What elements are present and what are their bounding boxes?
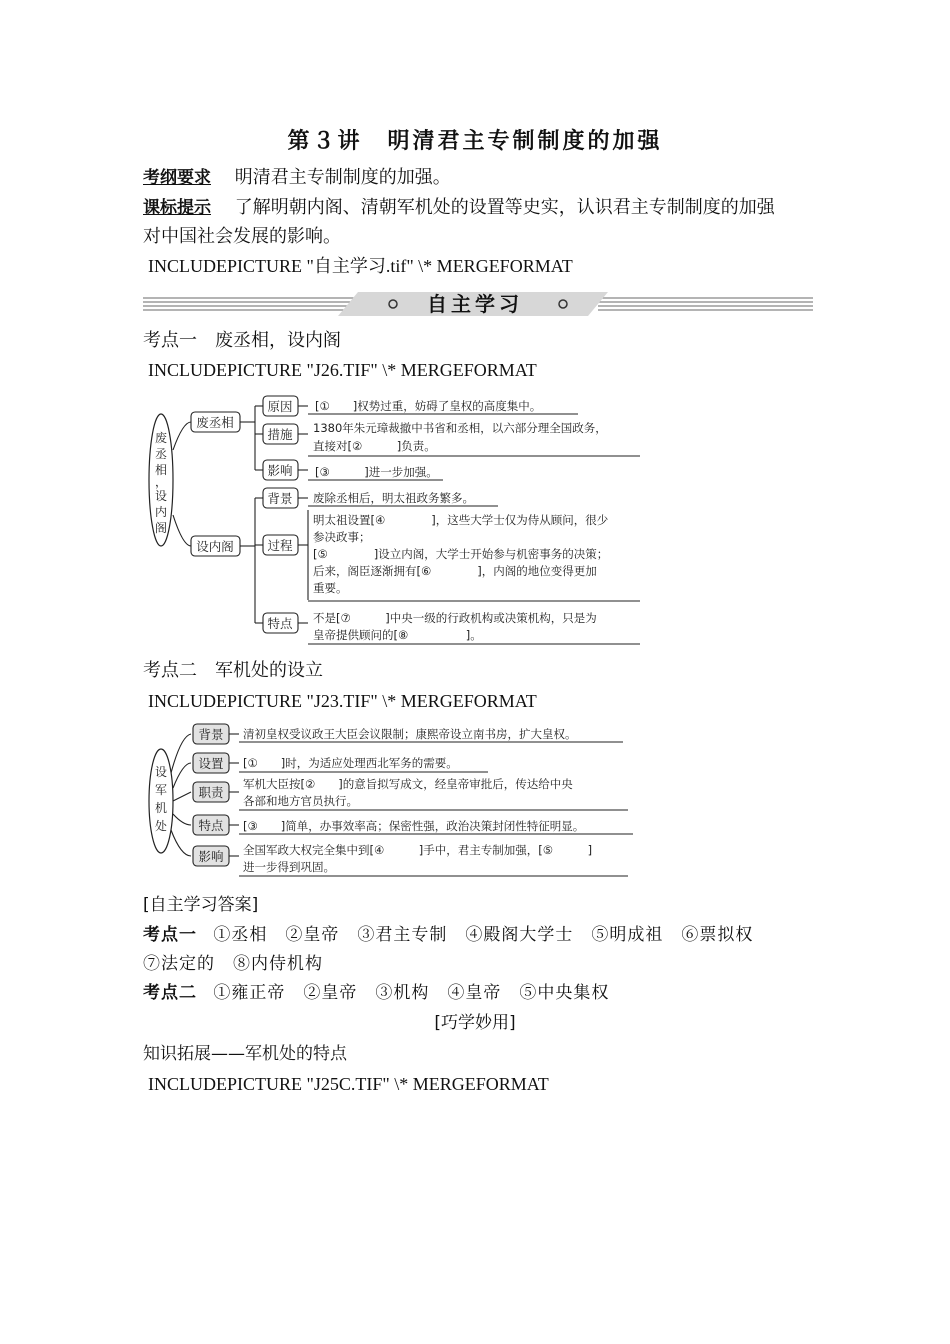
node-label: 职责	[198, 785, 224, 800]
node-label: 设置	[198, 756, 224, 771]
node-label: 特点	[198, 818, 224, 833]
answers-p1-label: 考点一	[143, 925, 197, 945]
node-text: 参决政事；	[313, 530, 371, 544]
node-label: 措施	[267, 427, 293, 442]
include-field-4: INCLUDEPICTURE "J25C.TIF" \* MERGEFORMAT	[148, 1074, 549, 1094]
point1-heading: 考点一 废丞相，设内阁	[143, 330, 341, 351]
root1-char: 内	[154, 505, 168, 519]
kaogang-text: 明清君主专制制度的加强。	[234, 167, 451, 188]
node-text: 重要。	[313, 581, 348, 595]
node-text: 清初皇权受议政王大臣会议限制；康熙帝设立南书房，扩大皇权。	[243, 727, 577, 741]
kebiao-text-cont: 对中国社会发展的影响。	[143, 226, 341, 247]
page-title: 第３讲 明清君主专制制度的加强	[287, 128, 663, 154]
node-text: [③ ]进一步加强。	[315, 465, 438, 479]
node-text: 进一步得到巩固。	[243, 860, 335, 874]
include-field-2: INCLUDEPICTURE "J26.TIF" \* MERGEFORMAT	[148, 360, 537, 380]
branch-label: 设内阁	[196, 539, 234, 554]
node-text: 皇帝提供顾问的[⑧ ]。	[313, 628, 482, 642]
point2-heading: 考点二 军机处的设立	[143, 660, 323, 681]
node-text: [① ]时，为适应处理西北军务的需要。	[243, 756, 458, 770]
node-text: 直接对[② ]负责。	[313, 439, 436, 453]
answers-p2-row	[143, 978, 609, 1008]
answers-heading: [自主学习答案]	[143, 895, 259, 915]
zhishi-heading: 知识拓展——军机处的特点	[143, 1044, 347, 1064]
node-label: 背景	[198, 727, 224, 742]
answers-p2-line: ①雍正帝 ②皇帝 ③机构 ④皇帝 ⑤中央集权	[213, 983, 610, 1003]
include-field-1: INCLUDEPICTURE "自主学习.tif" \* MERGEFORMAT	[148, 256, 573, 276]
node-text: [① ]权势过重，妨碍了皇权的高度集中。	[315, 399, 542, 413]
branch-label: 废丞相	[196, 415, 234, 430]
node-label: 影响	[267, 463, 293, 478]
node-text: 军机大臣按[② ]的意旨拟写成文，经皇帝审批后，传达给中央	[243, 777, 573, 791]
banner-label: 自主学习	[427, 292, 523, 316]
root2-char: 机	[154, 801, 168, 815]
node-text: 全国军政大权完全集中到[④ ]手中，君主专制加强，[⑤ ]	[243, 843, 593, 857]
diagram-feichengxiang	[143, 390, 648, 650]
diagram-junjichu	[143, 718, 638, 883]
answers-p1-row	[143, 920, 753, 950]
node-text: 废除丞相后，明太祖政务繁多。	[313, 491, 474, 505]
root2-char: 设	[154, 765, 168, 779]
root1-char: ，	[154, 475, 168, 489]
kebiao-text: 了解明朝内阁、清朝军机处的设置等史实，认识君主专制制度的加强	[234, 197, 775, 218]
node-text: 后来，阁臣逐渐拥有[⑥ ]，内阁的地位变得更加	[313, 564, 597, 578]
kebiao-label: 课标提示	[143, 198, 211, 218]
node-text: 各部和地方官员执行。	[243, 794, 358, 808]
root1-char: 设	[154, 489, 168, 503]
root1-char: 相	[154, 463, 168, 477]
kaogang-row	[143, 163, 451, 193]
node-label: 影响	[198, 849, 224, 864]
node-label: 特点	[267, 616, 293, 631]
node-text: 1380年朱元璋裁撤中书省和丞相，以六部分理全国政务，	[313, 421, 607, 435]
root1-char: 丞	[154, 447, 168, 461]
answers-p1-line2: ⑦法定的 ⑧内侍机构	[143, 954, 323, 974]
node-label: 过程	[267, 538, 293, 553]
include-field-3: INCLUDEPICTURE "J23.TIF" \* MERGEFORMAT	[148, 691, 537, 711]
node-text: [③ ]简单，办事效率高；保密性强，政治决策封闭性特征明显。	[243, 819, 585, 833]
answers-p2-label: 考点二	[143, 983, 197, 1003]
node-text: 不是[⑦ ]中央一级的行政机构或决策机构，只是为	[313, 611, 597, 625]
node-text: [⑤ ]设立内阁，大学士开始参与机密事务的决策；	[313, 547, 609, 561]
node-text: 明太祖设置[④ ]，这些大学士仅为侍从顾问，很少	[313, 513, 609, 527]
kebiao-row	[143, 193, 775, 223]
answers-p1-line1: ①丞相 ②皇帝 ③君主专制 ④殿阁大学士 ⑤明成祖 ⑥票拟权	[213, 925, 754, 945]
node-label: 原因	[267, 399, 293, 414]
node-label: 背景	[267, 491, 293, 506]
root2-char: 军	[154, 783, 168, 797]
kaogang-label: 考纲要求	[143, 168, 211, 188]
qiaoxue-heading: [巧学妙用]	[434, 1013, 516, 1033]
root1-char: 废	[154, 431, 168, 445]
root1-char: 阁	[154, 521, 168, 535]
root2-char: 处	[154, 819, 168, 833]
